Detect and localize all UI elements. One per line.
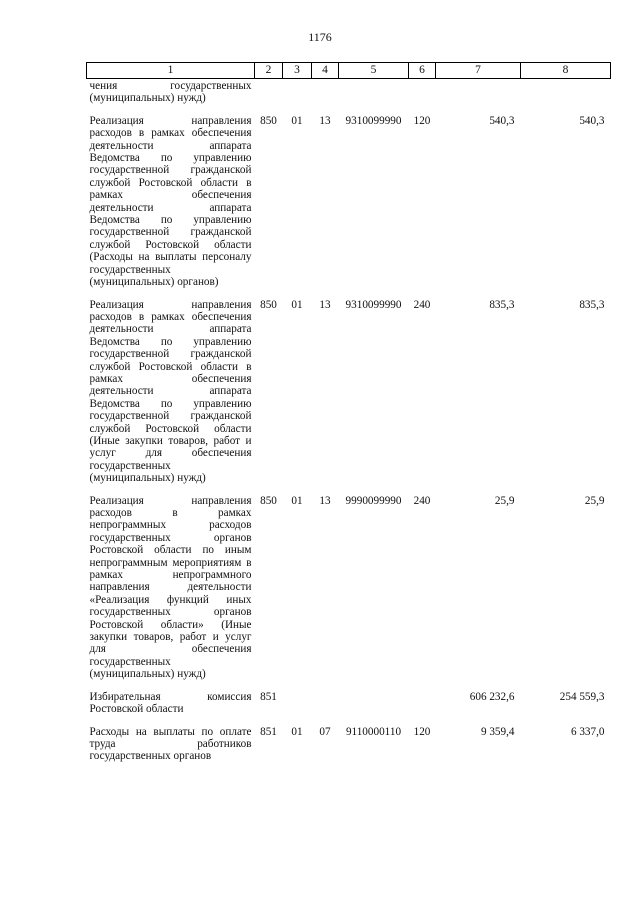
row-code-5 [339,79,409,105]
row-amount-7: 9 359,4 [480,725,515,738]
table-row [87,289,611,485]
row-code-2: 851 [260,725,277,738]
row-code-3 [283,681,312,716]
table-row [87,105,611,289]
header-col-3: 3 [283,63,312,79]
row-code-5: 9310099990 [345,114,402,127]
row-description: Избирательная комиссия Ростовской области [89,690,252,716]
row-description: Реализация направления расходов в рамках непрограммных расходов государственных органов Ростовской области по иным непрограммным мероприятиям в рамках непрограммного направления деятельности «Реализация функций иных государственных органов Ростовской области» (Иные закупки товаров, работ и услуг для обеспечения государственных (муниципальных) нужд) [89,494,252,681]
row-code-5: 9310099990 [345,298,402,311]
header-col-5: 5 [339,63,409,79]
row-code-6: 120 [413,114,431,127]
row-description: Реализация направления расходов в рамках обеспечения деятельности аппарата Ведомства по управлению государственной гражданской службой Ростовской области в рамках обеспечения деятельности аппарата Ведомства по управлению государственной гражданской службой Ростовской области (Иные закупки товаров, работ и услуг для обеспечения государственных (муниципальных) нужд) [89,298,252,485]
header-col-8: 8 [521,63,611,79]
row-amount-8: 540,3 [579,114,605,127]
table-row [87,485,611,681]
row-code-4: 13 [319,298,331,311]
row-code-4 [312,681,339,716]
row-code-3: 01 [291,298,303,311]
row-code-6: 240 [413,298,431,311]
table-row [87,681,611,716]
row-code-3: 01 [291,725,303,738]
row-code-6: 240 [413,494,431,507]
header-col-7: 7 [436,63,521,79]
row-code-5 [339,681,409,716]
row-amount-8 [521,79,611,105]
row-code-4 [312,79,339,105]
row-code-3: 01 [291,114,303,127]
row-amount-8: 835,3 [579,298,605,311]
header-col-4: 4 [312,63,339,79]
row-code-4: 07 [319,725,331,738]
row-amount-8: 6 337,0 [570,725,605,738]
table-row [87,79,611,105]
row-code-2 [255,79,283,105]
header-row [87,63,611,79]
row-code-5: 9110000110 [345,725,402,738]
row-amount-7: 540,3 [489,114,515,127]
budget-table [86,62,611,763]
row-code-6: 120 [413,725,431,738]
row-amount-8: 254 559,3 [559,690,605,703]
row-amount-7: 835,3 [489,298,515,311]
header-col-2: 2 [255,63,283,79]
header-col-1: 1 [87,63,255,79]
page-number: 1176 [308,30,332,44]
row-code-6 [409,79,436,105]
header-col-6: 6 [409,63,436,79]
row-code-2: 850 [260,298,277,311]
table-row [87,716,611,763]
row-code-6 [409,681,436,716]
row-amount-7: 606 232,6 [469,690,515,703]
row-code-2: 851 [260,690,277,703]
row-code-3 [283,79,312,105]
row-amount-7: 25,9 [494,494,515,507]
row-description: чения государственных (муниципальных) нужд) [89,80,252,105]
row-code-3: 01 [291,494,303,507]
row-description: Расходы на выплаты по оплате труда работников государственных органов [89,725,252,763]
row-amount-7 [436,79,521,105]
row-description: Реализация направления расходов в рамках обеспечения деятельности аппарата Ведомства по управлению государственной гражданской службой Ростовской области в рамках обеспечения деятельности аппарата Ведомства по управлению государственной гражданской службой Ростовской области (Расходы на выплаты персоналу государственных (муниципальных) органов) [89,114,252,289]
row-code-2: 850 [260,114,277,127]
row-amount-8: 25,9 [584,494,605,507]
row-code-5: 9990099990 [345,494,402,507]
row-code-4: 13 [319,114,331,127]
row-code-4: 13 [319,494,331,507]
row-code-2: 850 [260,494,277,507]
